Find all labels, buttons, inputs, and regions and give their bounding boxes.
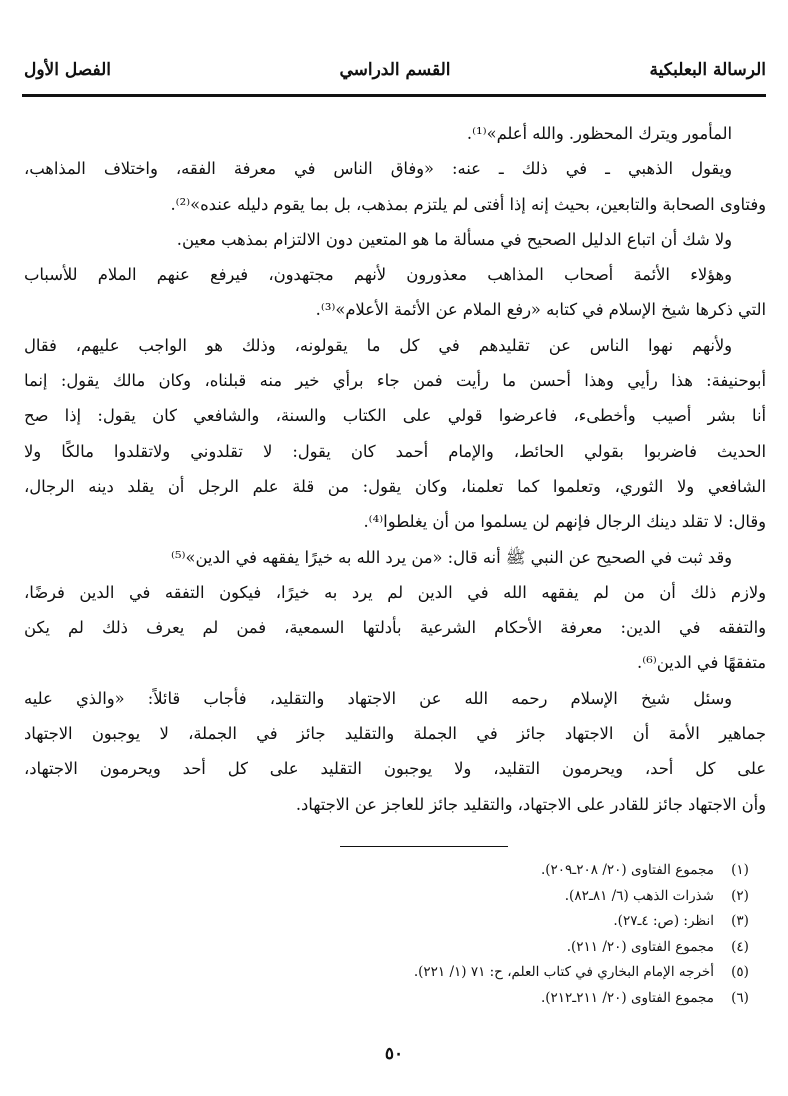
text-line: وهؤلاء الأئمة أصحاب المذاهب معذورون لأنهم مجتهدون، فيرفع عنهم الملام للأسباب — [24, 265, 732, 285]
footnote-number: (١) — [731, 862, 749, 878]
text-line: التي ذكرها شيخ الإسلام في كتابه «رفع الملام عن الأئمة الأعلام»⁽³⁾. — [315, 300, 766, 320]
page-number: ٥٠ — [384, 1044, 404, 1064]
text-line: ولأنهم نهوا الناس عن تقليدهم في كل ما يقولونه، وذلك هو الواجب عليهم، فقال — [24, 335, 732, 355]
footnote-text: أخرجه الإمام البخاري في كتاب العلم، ح: ٧١ (١/ ٢٢١). — [413, 964, 714, 980]
footnote — [24, 935, 766, 961]
chapter-title: الفصل الأول — [24, 60, 112, 80]
footnote-number: (٤) — [731, 938, 749, 955]
footnote-number: (٥) — [731, 964, 749, 980]
footnote-text: انظر: (ص: ٤ـ٢٧). — [613, 913, 714, 929]
footnote — [24, 909, 766, 935]
footnote — [24, 986, 766, 1012]
text-line: جماهير الأمة أن الاجتهاد جائز في الجملة والتقليد جائز في الجملة، لا يوجبون الاجتهاد — [24, 724, 766, 744]
footnotes — [24, 858, 766, 1011]
body-text — [24, 116, 766, 822]
running-header — [24, 60, 766, 90]
text-line: وفتاوى الصحابة والتابعين، بحيث إنه إذا أفتى لم يلتزم بمذهب، بل بما يقوم دليله عنده»⁽²⁾. — [170, 194, 766, 214]
text-line: الشافعي ولا الثوري، وتعلموا كما تعلمنا، وكان يقول: من قلة علم الرجل أن يقلد دينه الرجال، — [24, 476, 766, 496]
text-line: المأمور ويترك المحظور. والله أعلم»⁽¹⁾. — [466, 124, 732, 143]
text-line: أنا بشر أصيب وأخطىء، فاعرضوا قولي على الكتاب والسنة، والشافعي كان يقول: إذا صح — [24, 406, 766, 426]
footnote — [24, 858, 766, 884]
footnote-text: مجموع الفتاوى (٢٠/ ٢١١). — [566, 938, 714, 955]
footnote-number: (٣) — [731, 913, 749, 929]
text-line: ويقول الذهبي ـ في ذلك ـ عنه: «وفاق الناس في معرفة الفقه، واختلاف المذاهب، — [24, 159, 732, 179]
text-line: متفقهًا في الدين⁽⁶⁾. — [637, 653, 766, 673]
text-line: أبوحنيفة: هذا رأيي وهذا أحسن ما رأيت فمن جاء برأي خير منه قبلناه، وكان مالك يقول: إنما — [24, 371, 766, 391]
footnote-number: (٢) — [731, 887, 749, 904]
text-line: ولا شك أن اتباع الدليل الصحيح في مسألة ما هو المتعين دون الالتزام بمذهب معين. — [176, 229, 732, 249]
text-line: وأن الاجتهاد جائز للقادر على الاجتهاد، والتقليد جائز للعاجز عن الاجتهاد. — [295, 794, 766, 814]
text-line: على كل أحد، ويحرمون التقليد، ولا يوجبون التقليد على كل أحد ويحرمون الاجتهاد، — [24, 759, 766, 779]
footnote — [24, 960, 766, 986]
header-rule — [22, 94, 766, 97]
text-line: ولازم ذلك أن من لم يفقهه الله في الدين لم يرد به خيرًا، فيكون التفقه في الدين فرضًا، — [24, 582, 766, 602]
footnote-text: مجموع الفتاوى (٢٠/ ٢٠٨ـ٢٠٩). — [540, 862, 714, 878]
footnote-number: (٦) — [731, 989, 749, 1006]
text-line: والتفقه في الدين: معرفة الأحكام الشرعية بأدلتها السمعية، فمن لم يعرف ذلك لم يكن — [24, 618, 766, 638]
book-title: الرسالة البعلبكية — [649, 60, 766, 80]
text-line: وقال: لا تقلد دينك الرجال فإنهم لن يسلموا من أن يغلطوا⁽⁴⁾. — [363, 512, 766, 532]
section-title: القسم الدراسي — [339, 60, 451, 80]
footnote-text: مجموع الفتاوى (٢٠/ ٢١١ـ٢١٢). — [540, 989, 714, 1006]
footnote-separator — [340, 846, 508, 847]
footnote-text: شذرات الذهب (٦/ ٨١ـ٨٢). — [564, 887, 714, 904]
text-line: الحديث فاضربوا بقولي الحائط، والإمام أحمد كان يقول: لا تقلدوني ولاتقلدوا مالكًا ولا — [24, 441, 766, 461]
text-line: وقد ثبت في الصحيح عن النبي ﷺ أنه قال: «من يرد الله به خيرًا يفقهه في الدين»⁽⁵⁾ — [170, 547, 732, 567]
footnote — [24, 884, 766, 910]
text-line: وسئل شيخ الإسلام رحمه الله عن الاجتهاد والتقليد، فأجاب قائلاً: «والذي عليه — [24, 688, 732, 708]
